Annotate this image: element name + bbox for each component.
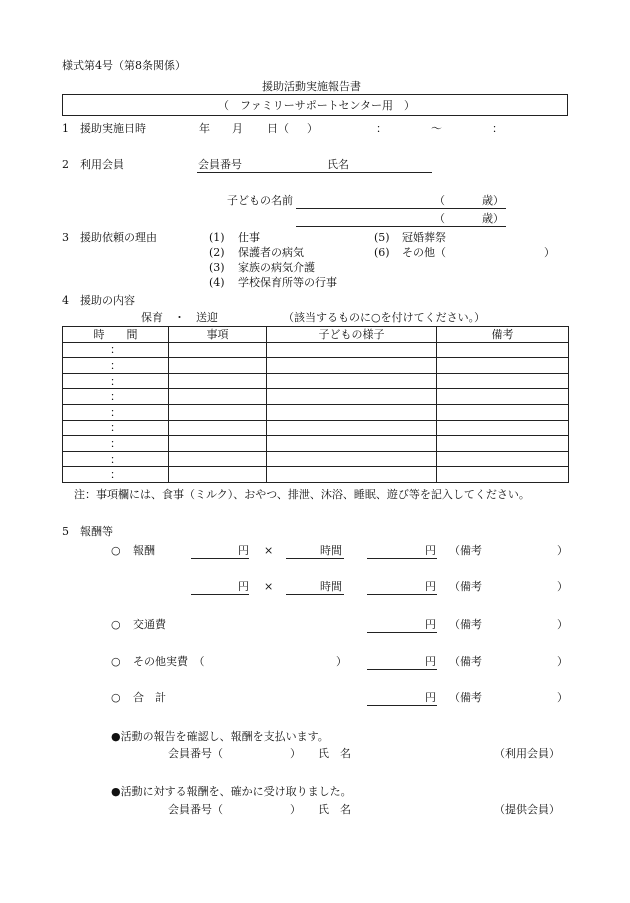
reason-no-1: (1) — [209, 231, 225, 244]
reason-no-4: (4) — [209, 276, 225, 289]
time-cell[interactable]: ： — [63, 404, 169, 420]
reward-amount-yen-1: 円 — [425, 544, 436, 557]
remarks-cell[interactable] — [437, 451, 569, 467]
section-4-number: 4 — [62, 294, 69, 307]
receiver-role: （提供会員） — [494, 803, 560, 816]
reason-no-2: (2) — [209, 246, 225, 259]
table-row — [63, 373, 569, 389]
time-cell[interactable]: ： — [63, 420, 169, 436]
reason-text-3: 家族の病気介護 — [238, 261, 315, 274]
item-cell[interactable] — [169, 373, 267, 389]
child-name-label: 子どもの名前 — [227, 194, 293, 207]
payer-confirmation-text: ●活動の報告を確認し、報酬を支払います。 — [111, 730, 329, 743]
table-row — [63, 451, 569, 467]
remarks-cell[interactable] — [437, 420, 569, 436]
transport-remarks: （備考 — [449, 618, 482, 631]
reason-other-close: ） — [544, 246, 555, 259]
content-note: 注：事項欄には、食事（ミルク）、おやつ、排泄、沐浴、睡眠、遊び等を記入してください。 — [74, 488, 530, 501]
reason-text-5: 冠婚葬祭 — [402, 231, 446, 244]
member-name-label: 氏名 — [327, 158, 349, 171]
child-state-cell[interactable] — [267, 404, 437, 420]
column-time: 時 間 — [63, 327, 169, 343]
other-remarks: （備考 — [449, 655, 482, 668]
reward-remarks-close-1: ） — [557, 544, 568, 557]
transport-remarks-close: ） — [557, 618, 568, 631]
reward-remarks-2: （備考 — [449, 580, 482, 593]
child-state-cell[interactable] — [267, 467, 437, 483]
date-colon-end: ： — [492, 122, 503, 135]
remarks-cell[interactable] — [437, 467, 569, 483]
reason-no-5: (5) — [374, 231, 390, 244]
reward-hours-label-1: 時間 — [320, 544, 342, 557]
reward-remarks-1: （備考 — [449, 544, 482, 557]
child-name-field-1[interactable] — [296, 195, 506, 209]
child-state-cell[interactable] — [267, 373, 437, 389]
table-row — [63, 467, 569, 483]
form-number: 様式第4号（第8条関係） — [62, 59, 186, 72]
child-age-open-1: （ — [434, 194, 445, 207]
subtitle: （ ファミリーサポートセンター用 ） — [218, 99, 416, 112]
remarks-cell[interactable] — [437, 404, 569, 420]
payer-member-number-label: 会員番号（ — [168, 747, 223, 760]
section-1-number: 1 — [62, 122, 69, 135]
total-yen: 円 — [425, 691, 436, 704]
remarks-cell[interactable] — [437, 389, 569, 405]
date-month: 月 — [232, 122, 243, 135]
child-age-unit-1: 歳） — [482, 194, 504, 207]
date-tilde: ～ — [431, 122, 442, 135]
receiver-name-label: 氏 名 — [318, 803, 351, 816]
child-state-cell[interactable] — [267, 358, 437, 374]
other-label: その他実費 （ — [133, 655, 205, 668]
remarks-cell[interactable] — [437, 358, 569, 374]
receiver-member-number-label: 会員番号（ — [168, 803, 223, 816]
document-title: 援助活動実施報告書 — [262, 80, 361, 93]
reward-label: 報酬 — [133, 544, 155, 557]
total-remarks-close: ） — [557, 691, 568, 704]
reward-amount-yen-2: 円 — [425, 580, 436, 593]
content-instruction: （該当するものに○を付けてください。） — [283, 311, 486, 324]
total-remarks: （備考 — [449, 691, 482, 704]
section-5-number: 5 — [62, 525, 69, 538]
section-1-label: 援助実施日時 — [80, 122, 146, 135]
date-day-close: ） — [307, 122, 318, 135]
other-circle: ○ — [111, 655, 121, 668]
time-cell[interactable]: ： — [63, 358, 169, 374]
date-colon-start: ： — [376, 122, 387, 135]
item-cell[interactable] — [169, 342, 267, 358]
date-year: 年 — [199, 122, 210, 135]
total-circle: ○ — [111, 691, 121, 704]
child-state-cell[interactable] — [267, 436, 437, 452]
reward-remarks-close-2: ） — [557, 580, 568, 593]
remarks-cell[interactable] — [437, 373, 569, 389]
time-cell[interactable]: ： — [63, 389, 169, 405]
reward-rate-yen-2: 円 — [238, 580, 249, 593]
activity-log-table — [62, 326, 569, 483]
payer-member-number-close: ） — [290, 747, 301, 760]
section-2-label: 利用会員 — [80, 158, 124, 171]
item-cell[interactable] — [169, 451, 267, 467]
reason-text-2: 保護者の病気 — [238, 246, 304, 259]
time-cell[interactable]: ： — [63, 373, 169, 389]
reward-times-2: × — [264, 580, 274, 593]
time-cell[interactable]: ： — [63, 451, 169, 467]
item-cell[interactable] — [169, 358, 267, 374]
member-number-label: 会員番号 — [198, 158, 242, 171]
other-label-close: ） — [336, 655, 347, 668]
child-state-cell[interactable] — [267, 420, 437, 436]
other-yen: 円 — [425, 655, 436, 668]
time-cell[interactable]: ： — [63, 467, 169, 483]
other-remarks-close: ） — [557, 655, 568, 668]
child-age-open-2: （ — [434, 212, 445, 225]
table-row — [63, 436, 569, 452]
content-options: 保育 ・ 送迎 — [141, 311, 218, 324]
table-header-row — [63, 327, 569, 343]
child-age-unit-2: 歳） — [482, 212, 504, 225]
section-2-number: 2 — [62, 158, 69, 171]
reason-text-1: 仕事 — [238, 231, 260, 244]
transport-label: 交通費 — [133, 618, 166, 631]
child-state-cell[interactable] — [267, 342, 437, 358]
receiver-member-number-close: ） — [290, 803, 301, 816]
section-5-label: 報酬等 — [80, 525, 113, 538]
item-cell[interactable] — [169, 467, 267, 483]
reason-text-6: その他（ — [402, 246, 446, 259]
item-cell[interactable] — [169, 389, 267, 405]
transport-yen: 円 — [425, 618, 436, 631]
reward-hours-label-2: 時間 — [320, 580, 342, 593]
child-name-field-2[interactable] — [296, 213, 506, 227]
child-state-cell[interactable] — [267, 389, 437, 405]
section-3-number: 3 — [62, 231, 69, 244]
table-row — [63, 358, 569, 374]
reason-no-6: (6) — [374, 246, 390, 259]
payer-name-label: 氏 名 — [318, 747, 351, 760]
time-cell[interactable]: ： — [63, 436, 169, 452]
child-state-cell[interactable] — [267, 451, 437, 467]
item-cell[interactable] — [169, 420, 267, 436]
item-cell[interactable] — [169, 436, 267, 452]
section-3-label: 援助依頼の理由 — [80, 231, 157, 244]
column-child-state: 子どもの様子 — [267, 327, 437, 343]
table-row — [63, 342, 569, 358]
remarks-cell[interactable] — [437, 436, 569, 452]
total-label: 合 計 — [133, 691, 166, 704]
column-remarks: 備考 — [437, 327, 569, 343]
section-4-label: 援助の内容 — [80, 294, 135, 307]
reward-circle: ○ — [111, 544, 121, 557]
table-row — [63, 404, 569, 420]
reason-no-3: (3) — [209, 261, 225, 274]
receiver-confirmation-text: ●活動に対する報酬を、確かに受け取りました。 — [111, 785, 352, 798]
payer-role: （利用会員） — [494, 747, 560, 760]
remarks-cell[interactable] — [437, 342, 569, 358]
transport-circle: ○ — [111, 618, 121, 631]
column-item: 事項 — [169, 327, 267, 343]
reward-rate-yen-1: 円 — [238, 544, 249, 557]
reward-times-1: × — [264, 544, 274, 557]
item-cell[interactable] — [169, 404, 267, 420]
time-cell[interactable]: ： — [63, 342, 169, 358]
reason-text-4: 学校保育所等の行事 — [238, 276, 337, 289]
table-row — [63, 420, 569, 436]
table-row — [63, 389, 569, 405]
date-day-open: 日（ — [267, 122, 289, 135]
